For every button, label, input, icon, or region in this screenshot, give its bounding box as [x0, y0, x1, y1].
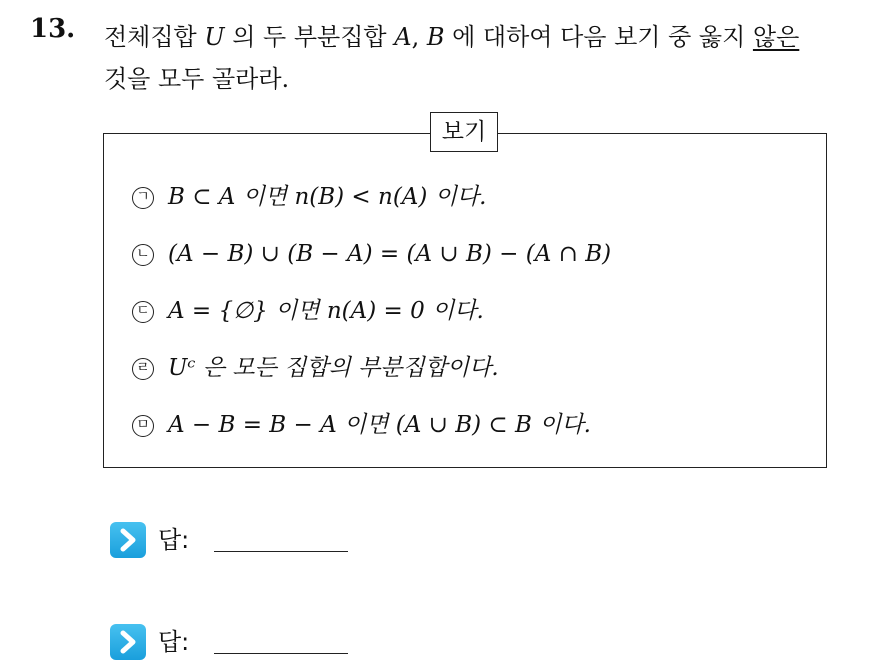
- answer-blank[interactable]: [214, 653, 348, 654]
- choice-item: [132, 408, 591, 442]
- choice-text: A = {∅} 이면 n(A) = 0 이다.: [168, 298, 484, 324]
- chevron-right-icon: [110, 624, 146, 660]
- var-b: B: [426, 23, 445, 51]
- choice-marker: ㅁ: [132, 415, 154, 437]
- question-mid: 의 두 부분집합: [224, 23, 395, 51]
- choice-text: (A − B) ∪ (B − A) = (A ∪ B) − (A ∩ B): [168, 241, 612, 267]
- choice-text: A − B = B − A 이면 (A ∪ B) ⊂ B 이다.: [168, 412, 591, 438]
- choice-item: [132, 180, 486, 214]
- question-suffix: 에 대하여 다음 보기 중 옳지: [444, 23, 753, 51]
- underlined-word: 않은: [752, 23, 800, 51]
- choice-marker: ㄱ: [132, 187, 154, 209]
- choice-marker: ㄹ: [132, 358, 154, 380]
- choice-text: B ⊂ A 이면 n(B) < n(A) 이다.: [168, 184, 487, 210]
- answer-blank[interactable]: [214, 551, 348, 552]
- choice-item: [132, 351, 499, 385]
- choice-item: [132, 237, 611, 271]
- answer-label: 답:: [158, 526, 190, 554]
- var-u: U: [204, 23, 225, 51]
- question-prefix: 전체집합: [104, 23, 205, 51]
- question-text: [104, 16, 874, 100]
- choice-text: Uᶜ 은 모든 집합의 부분집합이다.: [168, 355, 499, 381]
- var-a: A: [394, 23, 412, 51]
- question-line2: 것을 모두 골라라.: [104, 65, 290, 93]
- choice-marker: ㄷ: [132, 301, 154, 323]
- box-title: 보기: [430, 112, 498, 152]
- question-number: 13.: [30, 14, 76, 44]
- chevron-right-icon: [110, 522, 146, 558]
- comma: ,: [411, 23, 427, 51]
- choice-marker: ㄴ: [132, 244, 154, 266]
- choice-item: [132, 294, 484, 328]
- answer-label: 답:: [158, 628, 190, 656]
